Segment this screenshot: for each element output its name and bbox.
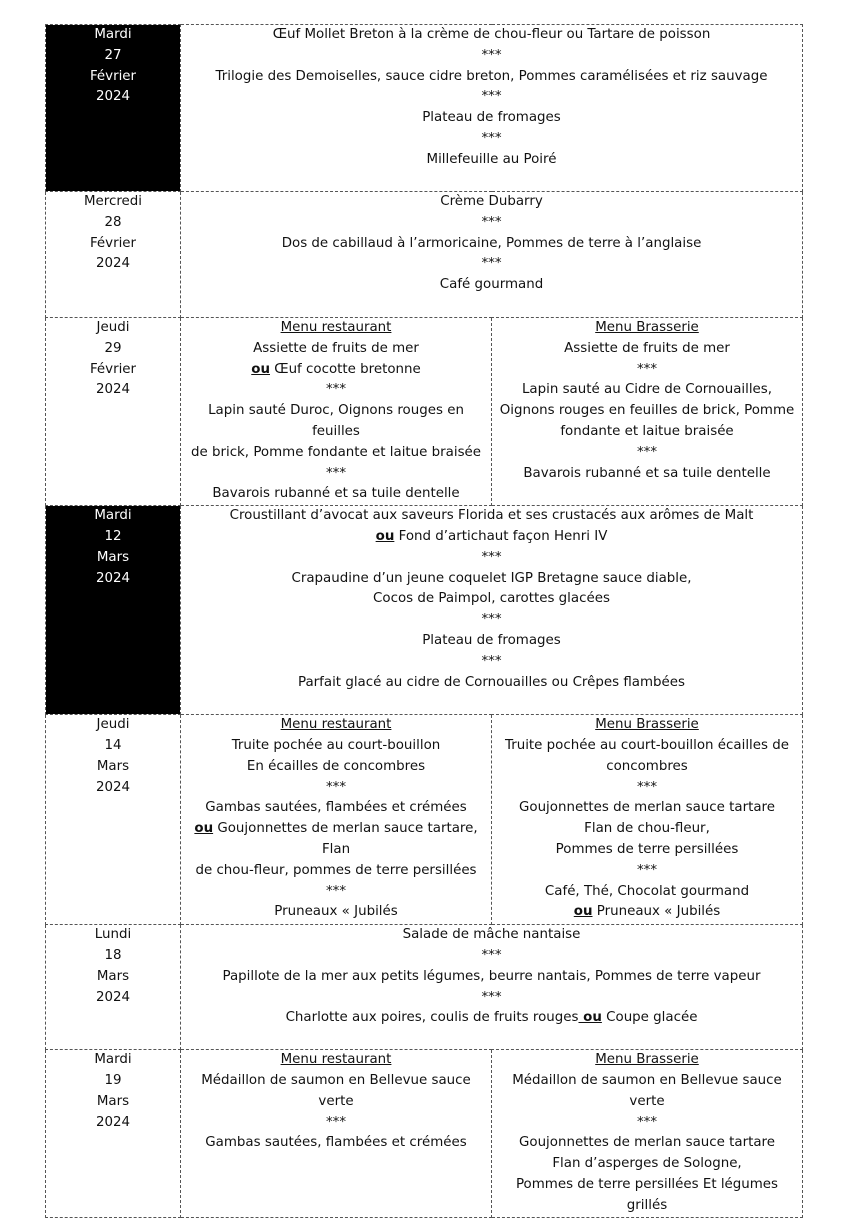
ou-keyword: ou	[578, 1010, 602, 1026]
menu-line: Truite pochée au court-bouillon écailles de	[505, 737, 789, 753]
menu-cell-brasserie	[492, 318, 803, 506]
menu-title-text: Menu Brasserie	[595, 717, 699, 733]
menu-line	[183, 1008, 800, 1029]
menu-row	[46, 715, 803, 925]
menu-line: Parfait glacé au cidre de Cornouailles ou Crêpes flambées	[297, 674, 685, 690]
menu-line: Truite pochée au court-bouillon	[231, 737, 441, 753]
menu-cell-restaurant	[181, 318, 492, 506]
date-weekday: Jeudi	[96, 717, 130, 733]
menu-line: Œuf Mollet Breton à la crème de chou-fleur ou Tartare de poisson	[272, 27, 711, 42]
separator-stars: ***	[481, 612, 502, 628]
menu-line-text: Fond d’artichaut façon Henri IV	[394, 528, 608, 544]
ou-keyword: ou	[375, 528, 395, 544]
date-year: 2024	[95, 570, 131, 586]
menu-line: Médaillon de saumon en Bellevue sauce verte	[201, 1072, 471, 1109]
menu-title-text: Menu restaurant	[280, 717, 392, 733]
menu-line: Goujonnettes de merlan sauce tartare	[519, 1135, 775, 1151]
menu-line: Salade de mâche nantaise	[402, 927, 581, 943]
menu-restaurant-title	[183, 1050, 489, 1071]
menu-line-text: Charlotte aux poires, coulis de fruits rouges	[285, 1010, 579, 1026]
menu-line: Cocos de Paimpol, carottes glacées	[373, 591, 610, 607]
separator-stars: ***	[636, 444, 658, 460]
menu-line: Assiette de fruits de mer	[564, 340, 730, 356]
separator-stars: ***	[481, 989, 502, 1005]
menu-line: Croustillant d’avocat aux saveurs Florida et ses crustacés aux arômes de Malt	[229, 508, 754, 524]
menu-line: Bavarois rubanné et sa tuile dentelle	[523, 465, 771, 481]
date-cell	[46, 318, 181, 506]
menu-title-text: Menu Brasserie	[595, 320, 699, 335]
menu-line-text: Coupe glacée	[601, 1010, 698, 1026]
date-weekday: Mardi	[94, 1052, 132, 1068]
menu-line	[183, 819, 489, 861]
menu-line	[494, 902, 800, 923]
menu-cell-brasserie	[492, 1050, 803, 1217]
menu-cell-restaurant	[181, 715, 492, 925]
menu-line: Café, Thé, Chocolat gourmand	[544, 883, 750, 899]
ou-keyword: ou	[194, 821, 214, 837]
separator-stars: ***	[481, 130, 502, 146]
menu-line: Trilogie des Demoiselles, sauce cidre breton, Pommes caramélisées et riz sauvage	[215, 68, 768, 84]
menu-brasserie-title	[494, 715, 800, 736]
ou-keyword: ou	[573, 904, 593, 920]
separator-stars: ***	[325, 465, 347, 481]
menu-line: Millefeuille au Poiré	[426, 151, 557, 167]
menu-line: Lapin sauté au Cidre de Cornouailles,	[521, 382, 773, 398]
date-month: Mars	[96, 549, 130, 565]
date-weekday: Lundi	[94, 927, 132, 943]
separator-stars: ***	[481, 256, 502, 272]
separator-stars: ***	[325, 779, 347, 795]
menu-line: Papillote de la mer aux petits légumes, beurre nantais, Pommes de terre vapeur	[222, 968, 761, 984]
menu-line: de brick, Pomme fondante et laitue braisée	[190, 444, 482, 460]
date-weekday: Mercredi	[83, 194, 143, 209]
menu-row	[46, 925, 803, 1050]
date-month: Mars	[96, 968, 130, 984]
date-cell	[46, 1050, 181, 1217]
separator-stars: ***	[636, 779, 658, 795]
menu-cell	[181, 25, 803, 192]
date-year: 2024	[95, 1114, 131, 1130]
date-cell	[46, 192, 181, 318]
separator-stars: ***	[636, 862, 658, 878]
menu-line: Café gourmand	[439, 277, 544, 293]
date-cell	[46, 506, 181, 715]
menu-row	[46, 192, 803, 318]
date-day: 29	[104, 340, 122, 356]
ou-keyword: ou	[251, 361, 270, 377]
menu-row	[46, 506, 803, 715]
menu-line: Gambas sautées, flambées et crémées	[205, 1135, 467, 1151]
date-day: 27	[104, 47, 122, 63]
separator-stars: ***	[481, 47, 502, 63]
menu-cell-brasserie	[492, 715, 803, 925]
menu-cell	[181, 506, 803, 715]
date-month: Mars	[96, 1093, 130, 1109]
menu-line: Dos de cabillaud à l’armoricaine, Pommes de terre à l’anglaise	[281, 235, 702, 251]
menu-line: Goujonnettes de merlan sauce tartare	[519, 800, 775, 816]
separator-stars: ***	[325, 382, 347, 398]
menu-cell-restaurant	[181, 1050, 492, 1217]
separator-stars: ***	[481, 947, 502, 963]
menu-row	[46, 1050, 803, 1217]
separator-stars: ***	[481, 653, 502, 669]
date-year: 2024	[95, 382, 131, 398]
menu-line: Flan d’asperges de Sologne,	[552, 1156, 742, 1172]
menu-title-text: Menu Brasserie	[595, 1052, 699, 1068]
date-year: 2024	[95, 256, 131, 272]
date-year: 2024	[95, 89, 131, 105]
menu-line: concombres	[606, 758, 688, 774]
date-month: Février	[89, 235, 137, 251]
menu-line: Assiette de fruits de mer	[253, 340, 419, 356]
date-year: 2024	[95, 779, 131, 795]
menu-restaurant-title	[183, 318, 489, 339]
menu-line: Bavarois rubanné et sa tuile dentelle	[212, 486, 460, 502]
menu-restaurant-title	[183, 715, 489, 736]
menu-row	[46, 25, 803, 192]
menu-row	[46, 318, 803, 506]
date-cell	[46, 25, 181, 192]
menu-line: Crème Dubarry	[440, 194, 543, 209]
menu-line: Crapaudine d’un jeune coquelet IGP Bretagne sauce diable,	[291, 570, 692, 586]
separator-stars: ***	[481, 89, 502, 105]
menu-table	[45, 24, 803, 1218]
date-month: Février	[89, 68, 137, 84]
menu-line: de chou-fleur, pommes de terre persillées	[195, 862, 477, 878]
date-day: 19	[104, 1072, 122, 1088]
separator-stars: ***	[636, 361, 658, 377]
separator-stars: ***	[481, 549, 502, 565]
menu-line: Pruneaux « Jubilés	[274, 904, 398, 920]
menu-line	[183, 527, 800, 548]
menu-table-body	[46, 25, 803, 1218]
separator-stars: ***	[636, 1114, 658, 1130]
menu-line-text: Pruneaux « Jubilés	[592, 904, 721, 920]
menu-line: Médaillon de saumon en Bellevue sauce verte	[512, 1072, 782, 1109]
menu-line-text: Goujonnettes de merlan sauce tartare, Flan	[213, 821, 478, 857]
menu-brasserie-title	[494, 318, 800, 339]
menu-title-text: Menu restaurant	[280, 320, 392, 335]
date-month: Février	[89, 361, 137, 377]
separator-stars: ***	[325, 883, 347, 899]
menu-line: Pommes de terre persillées	[555, 841, 739, 857]
date-day: 18	[104, 947, 122, 963]
date-weekday: Mardi	[94, 27, 132, 42]
menu-line: Pommes de terre persillées Et légumes grillés	[515, 1176, 779, 1213]
date-weekday: Mardi	[94, 508, 132, 524]
menu-brasserie-title	[494, 1050, 800, 1071]
menu-line: Gambas sautées, flambées et crémées	[205, 800, 467, 816]
date-year: 2024	[95, 989, 131, 1005]
menu-line	[183, 360, 489, 381]
menu-line: Oignons rouges en feuilles de brick, Pomme	[499, 403, 795, 419]
menu-line: fondante et laitue braisée	[560, 423, 734, 439]
date-day: 12	[104, 528, 122, 544]
menu-line: Plateau de fromages	[422, 632, 561, 648]
menu-title-text: Menu restaurant	[280, 1052, 392, 1068]
date-cell	[46, 925, 181, 1050]
menu-line: En écailles de concombres	[246, 758, 426, 774]
menu-cell	[181, 192, 803, 318]
separator-stars: ***	[481, 214, 502, 230]
date-day: 28	[104, 214, 122, 230]
menu-line: Flan de chou-fleur,	[584, 821, 710, 837]
separator-stars: ***	[325, 1114, 347, 1130]
menu-line: Lapin sauté Duroc, Oignons rouges en feuilles	[208, 403, 464, 439]
date-day: 14	[104, 737, 122, 753]
date-weekday: Jeudi	[96, 320, 130, 335]
menu-line: Plateau de fromages	[422, 110, 561, 126]
date-cell	[46, 715, 181, 925]
date-month: Mars	[96, 758, 130, 774]
menu-line-text: Œuf cocotte bretonne	[269, 361, 421, 377]
menu-cell	[181, 925, 803, 1050]
